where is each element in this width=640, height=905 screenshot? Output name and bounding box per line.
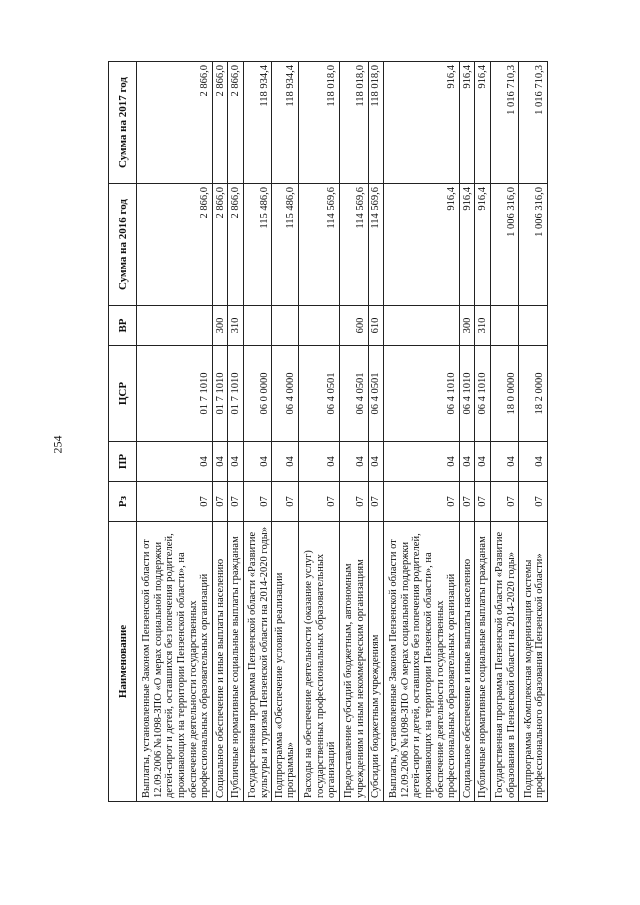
budget-table: [108, 61, 548, 802]
row-csr: 01 7 1010: [212, 346, 227, 442]
table-row: [137, 62, 213, 802]
row-rz: 07: [475, 482, 490, 522]
page-number: 254: [50, 435, 65, 454]
table-header-row: [109, 62, 137, 802]
row-csr: 18 2 0000: [519, 346, 548, 442]
row-vr: [272, 306, 299, 346]
table-row: [490, 62, 519, 802]
row-pr: 04: [272, 442, 299, 482]
row-name: Расходы на обеспечение деятельности (оказание услуг) государственных профессиональных образовательных организаций: [299, 522, 340, 802]
row-sum-2016: 2 866,0: [228, 184, 243, 306]
row-sum-2016: 115 486,0: [243, 184, 272, 306]
row-pr: 04: [299, 442, 340, 482]
row-rz: 07: [339, 482, 368, 522]
row-sum-2017: 2 866,0: [137, 62, 213, 184]
row-pr: 04: [243, 442, 272, 482]
row-sum-2017: 2 866,0: [228, 62, 243, 184]
row-rz: 07: [384, 482, 460, 522]
table-row: [475, 62, 490, 802]
row-sum-2017: 118 934,4: [243, 62, 272, 184]
row-sum-2016: 2 866,0: [212, 184, 227, 306]
row-sum-2017: 916,4: [459, 62, 474, 184]
row-pr: 04: [384, 442, 460, 482]
header-csr: ЦСР: [109, 346, 137, 442]
row-name: Выплаты, установленные Законом Пензенской области от 12.09.2006 №1098-ЗПО «О мерах социальной поддержки детей-сирот и детей, оставшихся без попечения родителей, проживающих на территории Пензенской области», на обеспечение деятельности государственных профессиональных образовательных организаций: [137, 522, 213, 802]
row-sum-2016: 114 569,6: [339, 184, 368, 306]
row-name: Подпрограмма «Комплексная модернизация системы профессионального образования Пензенской области»: [519, 522, 548, 802]
row-name: Публичные нормативные социальные выплаты гражданам: [475, 522, 490, 802]
row-rz: 07: [212, 482, 227, 522]
row-rz: 07: [490, 482, 519, 522]
row-csr: 06 0 0000: [243, 346, 272, 442]
row-pr: 04: [137, 442, 213, 482]
table-row: [228, 62, 243, 802]
table-row: [519, 62, 548, 802]
row-sum-2017: 2 866,0: [212, 62, 227, 184]
row-rz: 07: [272, 482, 299, 522]
row-rz: 07: [137, 482, 213, 522]
row-sum-2016: 1 006 316,0: [490, 184, 519, 306]
row-pr: 04: [368, 442, 383, 482]
row-name: Социальное обеспечение и иные выплаты населению: [212, 522, 227, 802]
row-vr: [490, 306, 519, 346]
row-vr: [384, 306, 460, 346]
row-csr: 06 4 0501: [339, 346, 368, 442]
row-sum-2016: 114 569,6: [368, 184, 383, 306]
row-pr: 04: [459, 442, 474, 482]
row-name: Предоставление субсидий бюджетным, автономным учреждениям и иным некоммерческим организациям: [339, 522, 368, 802]
header-rz: Рз: [109, 482, 137, 522]
row-pr: 04: [475, 442, 490, 482]
row-sum-2016: 916,4: [475, 184, 490, 306]
row-sum-2017: 1 016 710,3: [519, 62, 548, 184]
row-rz: 07: [243, 482, 272, 522]
row-name: Выплаты, установленные Законом Пензенской области от 12.09.2006 №1098-ЗПО «О мерах социальной поддержки детей-сирот и детей, оставшихся без попечения родителей, проживающих на территории Пензенской области», на обеспечение деятельности государственных профессиональных образовательных организаций: [384, 522, 460, 802]
row-rz: 07: [228, 482, 243, 522]
row-sum-2016: 916,4: [384, 184, 460, 306]
row-sum-2017: 1 016 710,3: [490, 62, 519, 184]
header-sum-2016: Сумма на 2016 год: [109, 184, 137, 306]
row-sum-2016: 1 006 316,0: [519, 184, 548, 306]
table-row: [384, 62, 460, 802]
row-csr: 06 4 1010: [475, 346, 490, 442]
row-rz: 07: [459, 482, 474, 522]
row-pr: 04: [339, 442, 368, 482]
row-vr: 310: [475, 306, 490, 346]
header-sum-2017: Сумма на 2017 год: [109, 62, 137, 184]
row-name: Публичные нормативные социальные выплаты гражданам: [228, 522, 243, 802]
row-csr: 06 4 1010: [384, 346, 460, 442]
row-name: Государственная программа Пензенской области «Развитие культуры и туризма Пензенской области на 2014-2020 годы»: [243, 522, 272, 802]
row-name: Государственная программа Пензенской области «Развитие образования в Пензенской области на 2014-2020 годы»: [490, 522, 519, 802]
table-row: [339, 62, 368, 802]
row-vr: [137, 306, 213, 346]
row-vr: 300: [212, 306, 227, 346]
row-pr: 04: [519, 442, 548, 482]
row-csr: 01 7 1010: [137, 346, 213, 442]
row-vr: [519, 306, 548, 346]
row-csr: 18 0 0000: [490, 346, 519, 442]
row-sum-2016: 115 486,0: [272, 184, 299, 306]
row-sum-2016: 2 866,0: [137, 184, 213, 306]
table-row: [243, 62, 272, 802]
table-row: [212, 62, 227, 802]
table-row: [368, 62, 383, 802]
header-vr: ВР: [109, 306, 137, 346]
row-sum-2017: 118 018,0: [339, 62, 368, 184]
table-row: [299, 62, 340, 802]
row-name: Субсидии бюджетным учреждениям: [368, 522, 383, 802]
row-name: Социальное обеспечение и иные выплаты населению: [459, 522, 474, 802]
row-sum-2017: 118 934,4: [272, 62, 299, 184]
row-vr: 310: [228, 306, 243, 346]
row-vr: 600: [339, 306, 368, 346]
table-row: [459, 62, 474, 802]
row-sum-2016: 916,4: [459, 184, 474, 306]
row-vr: [299, 306, 340, 346]
row-rz: 07: [299, 482, 340, 522]
rotated-table-container: [108, 62, 548, 802]
row-csr: 01 7 1010: [228, 346, 243, 442]
row-csr: 06 4 0501: [299, 346, 340, 442]
row-rz: 07: [368, 482, 383, 522]
row-sum-2017: 916,4: [384, 62, 460, 184]
row-pr: 04: [490, 442, 519, 482]
row-csr: 06 4 0000: [272, 346, 299, 442]
row-sum-2017: 118 018,0: [368, 62, 383, 184]
row-csr: 06 4 1010: [459, 346, 474, 442]
row-sum-2017: 916,4: [475, 62, 490, 184]
row-vr: 300: [459, 306, 474, 346]
row-name: Подпрограмма «Обеспечение условий реализации программы»: [272, 522, 299, 802]
row-pr: 04: [212, 442, 227, 482]
header-pr: ПР: [109, 442, 137, 482]
row-sum-2016: 114 569,6: [299, 184, 340, 306]
header-name: Наименование: [109, 522, 137, 802]
row-csr: 06 4 0501: [368, 346, 383, 442]
table-row: [272, 62, 299, 802]
row-sum-2017: 118 018,0: [299, 62, 340, 184]
row-pr: 04: [228, 442, 243, 482]
row-rz: 07: [519, 482, 548, 522]
row-vr: [243, 306, 272, 346]
row-vr: 610: [368, 306, 383, 346]
